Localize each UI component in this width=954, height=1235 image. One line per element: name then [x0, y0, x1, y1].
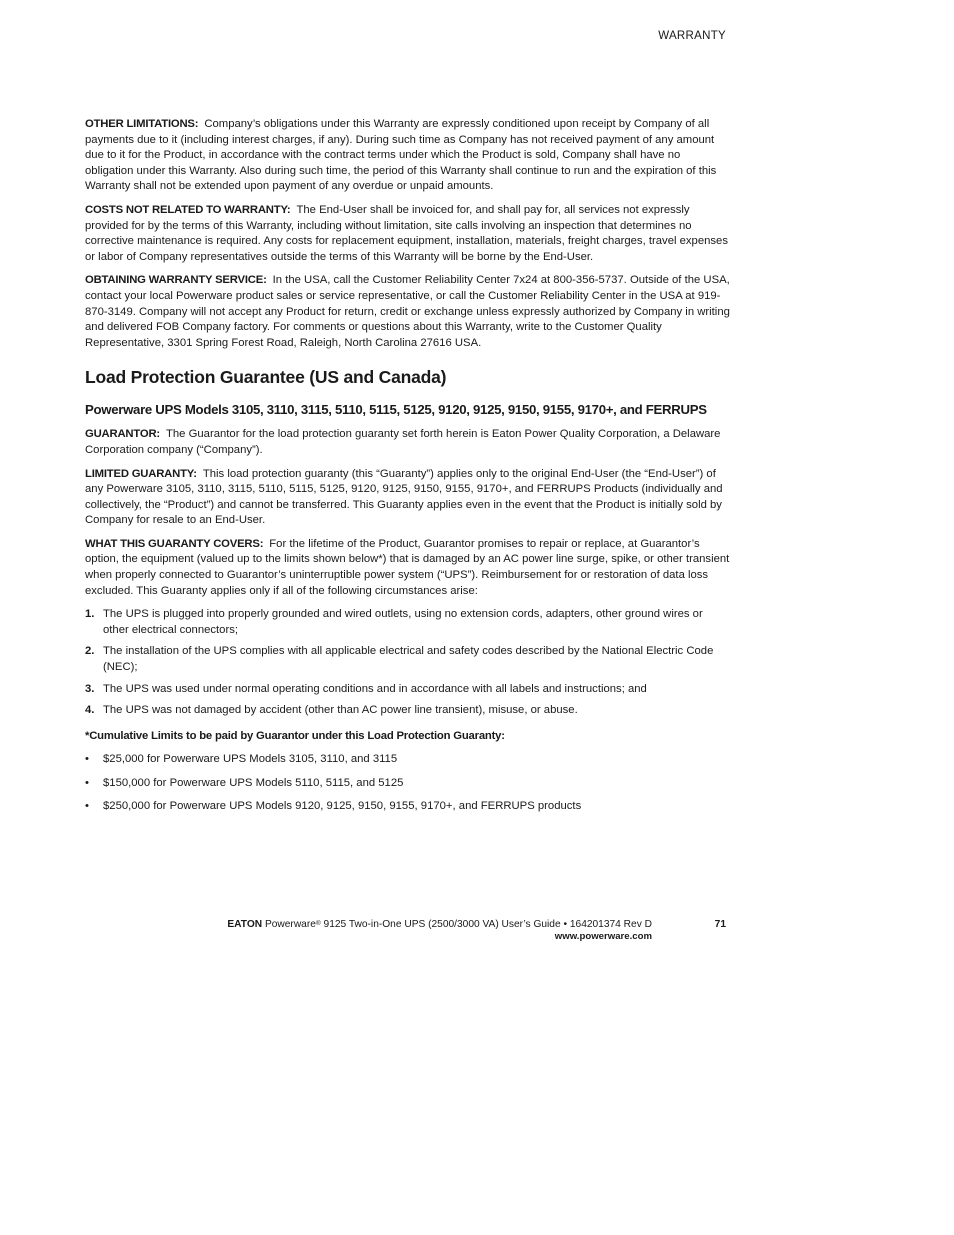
list-item	[85, 607, 730, 638]
footer-doc-title: 9125 Two-in-One UPS (2500/3000 VA) User’s Guide • 164201374 Rev D	[320, 919, 652, 930]
list-item	[85, 644, 730, 675]
list-item	[85, 703, 730, 719]
list-item-text: The UPS is plugged into properly grounded and wired outlets, using no extension cords, adapters, other ground wires or other electrical connectors;	[103, 608, 703, 636]
paragraph-text: This load protection guaranty (this “Guaranty”) applies only to the original End-User (the “End-User”) of any Powerware 3105, 3110, 3115, 5110, 5115, 5125, 9120, 9125, 9150, 9155, 9170+, and FERRUPS Products (individually and collectively, the “Product”) and cannot be transferred. This Guaranty applies even in the event that the Product is initially sold by Company for resale to an End-User.	[85, 467, 723, 527]
paragraph-text: The Guarantor for the load protection guaranty set forth herein is Eaton Power Quality Corporation, a Delaware Corporation company (“Company”).	[85, 428, 721, 456]
section-heading: Load Protection Guarantee (US and Canada)	[85, 367, 447, 388]
list-item-text: $250,000 for Powerware UPS Models 9120, 9125, 9150, 9155, 9170+, and FERRUPS products	[103, 799, 582, 812]
footer-brand: EATON	[227, 919, 263, 930]
footer-url: www.powerware.com	[554, 931, 652, 942]
list-item-text: The installation of the UPS complies with all applicable electrical and safety codes described by the National Electric Code (NEC);	[103, 645, 714, 674]
list-item	[85, 776, 730, 792]
conditions-list	[85, 607, 730, 719]
bullet-icon: •	[85, 753, 89, 766]
list-number: 2.	[85, 645, 95, 658]
paragraph-lead: WHAT THIS GUARANTY COVERS:	[85, 537, 264, 550]
paragraph-lead: LIMITED GUARANTY:	[85, 467, 197, 480]
paragraph-lead: COSTS NOT RELATED TO WARRANTY:	[85, 203, 291, 216]
page-footer	[150, 919, 652, 943]
paragraph-text: For the lifetime of the Product, Guarantor promises to repair or replace, at Guarantor’s option, the equipment (valued up to the limits shown below*) that is damaged by an AC power line surge, spike, or other transient when properly connected to Guarantor’s uninterruptible power system (“UPS”). Reimbursement for or restoration of data loss excluded. This Guaranty applies only if all of the following circumstances arise:	[85, 537, 730, 597]
subsection-heading: Powerware UPS Models 3105, 3110, 3115, 5110, 5115, 5125, 9120, 9125, 9150, 9155, 9170+, and FERRUPS	[85, 402, 707, 418]
list-item-text: $25,000 for Powerware UPS Models 3105, 3110, and 3115	[103, 753, 398, 766]
list-item	[85, 752, 730, 768]
list-item	[85, 799, 730, 815]
list-number: 1.	[85, 608, 95, 621]
list-item-text: The UPS was used under normal operating conditions and in accordance with all labels and instructions; and	[103, 682, 647, 695]
guaranty-covers-paragraph	[85, 537, 730, 599]
limits-list	[85, 752, 730, 814]
list-number: 3.	[85, 682, 95, 695]
limited-guaranty-paragraph	[85, 467, 730, 529]
paragraph-text: The End-User shall be invoiced for, and shall pay for, all services not expressly provided for by the terms of this Warranty, including without limitation, site calls involving an inspection that determines no corrective maintenance is required. Any costs for replacement equipment, installation, materials, freight charges, travel expenses or labor of Company representatives outside the terms of this Warranty will be borne by the End-User.	[85, 203, 728, 263]
bullet-icon: •	[85, 776, 89, 789]
paragraph-lead: OBTAINING WARRANTY SERVICE:	[85, 274, 267, 287]
paragraph-text: In the USA, call the Customer Reliability Center 7x24 at 800-356-5737. Outside of the USA, contact your local Powerware product sales or service representative, or call the Customer Reliability Center in the USA at 919-870-3149. Company will not accept any Product for return, credit or exchange unless expressly authorized by Company in writing and delivered FOB Company factory. For comments or questions about this Warranty, write to the Customer Quality Representative, 3301 Spring Forest Road, Raleigh, North Carolina 27616 USA.	[85, 274, 730, 349]
registered-mark: ®	[315, 920, 321, 927]
footer-product: Powerware	[264, 919, 316, 930]
other-limitations-paragraph	[85, 117, 730, 195]
list-number: 4.	[85, 704, 95, 717]
obtaining-service-paragraph	[85, 273, 730, 351]
running-header: WARRANTY	[658, 30, 726, 42]
list-item-text: The UPS was not damaged by accident (other than AC power line transient), misuse, or abuse.	[103, 704, 578, 717]
paragraph-lead: GUARANTOR:	[85, 428, 160, 441]
paragraph-text: Company’s obligations under this Warranty are expressly conditioned upon receipt by Company of all payments due to it (including interest charges, if any). During such time as Company has not received payment of any amount due to it for the Product, in accordance with the contract terms under which the Product is sold, Company shall have no obligation under this Warranty. Also during such time, the period of this Warranty shall continue to run and the expiration of this Warranty shall not be extended upon payment of any overdue or unpaid amounts.	[85, 118, 717, 193]
list-item-text: $150,000 for Powerware UPS Models 5110, 5115, and 5125	[103, 776, 404, 789]
page-number: 71	[714, 919, 726, 930]
costs-not-related-paragraph	[85, 203, 730, 265]
page-body	[85, 117, 730, 822]
bullet-icon: •	[85, 799, 89, 812]
footer-title-line	[150, 919, 652, 931]
guarantor-paragraph	[85, 427, 730, 458]
paragraph-lead: OTHER LIMITATIONS:	[85, 118, 199, 130]
cumulative-limits-title: *Cumulative Limits to be paid by Guarantor under this Load Protection Guaranty:	[85, 729, 505, 742]
list-item	[85, 682, 730, 698]
